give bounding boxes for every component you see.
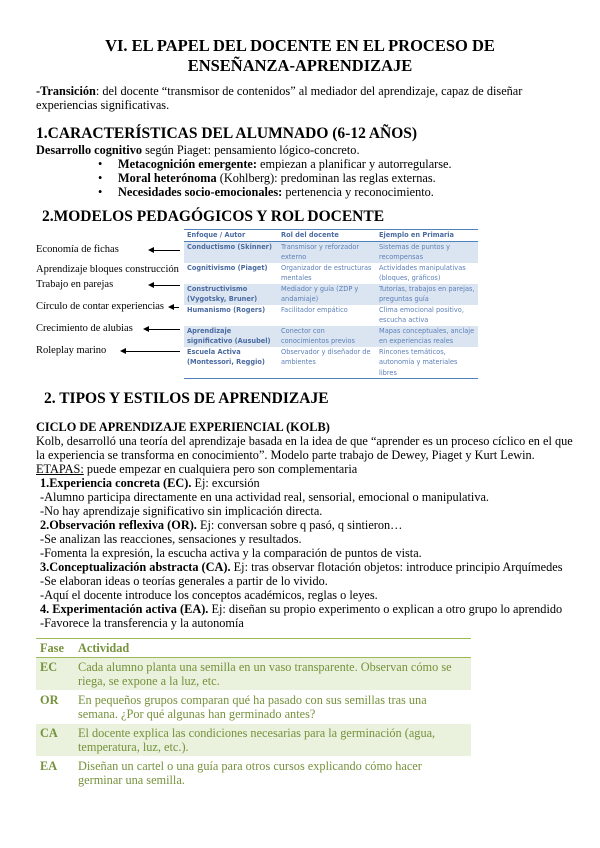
title-line-2: ENSEÑANZA-APRENDIZAJE bbox=[187, 56, 413, 75]
arrow-icon bbox=[122, 351, 180, 352]
arrow-icon bbox=[150, 250, 180, 251]
label-alubias: Crecimiento de alubias bbox=[36, 323, 133, 334]
text: Mapas conceptuales, anclaje en experiencias reales bbox=[376, 326, 478, 347]
list-item bbox=[36, 157, 576, 171]
text: Ej: diseñan su propio experimento o explican a otro grupo lo aprendido bbox=[208, 602, 563, 616]
text: 1.Experiencia concreta (EC). bbox=[40, 476, 192, 490]
page-title bbox=[0, 36, 600, 76]
text: (Kohlberg): predominan las reglas externas. bbox=[216, 171, 436, 185]
stage-ec bbox=[36, 476, 584, 518]
table-row bbox=[184, 305, 478, 326]
table-row bbox=[184, 347, 478, 379]
intro-text: : del docente “transmisor de contenidos” al mediador del aprendizaje, capaz de diseñar experiencias significativas. bbox=[36, 84, 523, 112]
table-row bbox=[36, 691, 471, 724]
intro-bold: -Transición bbox=[36, 84, 96, 98]
table-row bbox=[184, 241, 478, 263]
text: Ej: excursión bbox=[191, 476, 260, 490]
text: Cognitivismo (Piaget) bbox=[187, 263, 268, 272]
text: Organizador de estructuras mentales bbox=[281, 263, 372, 282]
text: pertenencia y reconocimiento. bbox=[282, 185, 434, 199]
intro-paragraph bbox=[36, 84, 546, 112]
text: -Se elaboran ideas o teorías generales a partir de lo vivido. bbox=[40, 574, 328, 588]
table-row bbox=[36, 724, 471, 757]
text: OR bbox=[36, 691, 74, 724]
arrow-icon bbox=[170, 307, 179, 308]
lead-text: según Piaget: pensamiento lógico-concreto. bbox=[142, 143, 360, 157]
text: puede empezar en cualquiera pero son complementaria bbox=[83, 462, 358, 476]
text: Escuela Activa (Montessori, Reggio) bbox=[187, 347, 265, 366]
section-1 bbox=[36, 124, 576, 199]
label-circulo: Círculo de contar experiencias bbox=[36, 301, 164, 312]
text: Diseñan un cartel o una guía para otros cursos explicando cómo hacer germinar una semilla. bbox=[74, 757, 471, 790]
text: -Alumno participa directamente en una actividad real, sensorial, emocional o manipulativa. bbox=[40, 490, 490, 504]
text: Conector con conocimientos previos bbox=[278, 326, 376, 347]
text: Moral heterónoma bbox=[118, 171, 217, 185]
text: Tutorías, trabajos en parejas, preguntas guía bbox=[376, 284, 478, 305]
lead-bold: Desarrollo cognitivo bbox=[36, 143, 142, 157]
section-2-heading: 2.MODELOS PEDAGÓGICOS Y ROL DOCENTE bbox=[42, 208, 385, 225]
table-cell bbox=[184, 230, 478, 242]
text: Ejemplo en Primaria bbox=[376, 230, 478, 242]
text: Ej: conversan sobre q pasó, q sintieron… bbox=[196, 518, 403, 532]
text: Fase bbox=[36, 639, 74, 658]
kolb-activity-table bbox=[36, 638, 471, 790]
label-parejas: Trabajo en parejas bbox=[36, 279, 114, 290]
title-line-1: VI. EL PAPEL DEL DOCENTE EN EL PROCESO DE bbox=[105, 36, 495, 55]
arrow-icon bbox=[150, 285, 180, 286]
text: El docente explica las condiciones necesarias para la germinación (agua, temperatura, luz, etc.). bbox=[74, 724, 471, 757]
table-row bbox=[36, 757, 471, 790]
text: Metacognición emergente: bbox=[118, 157, 257, 171]
text: -Aquí el docente introduce los conceptos académicos, reglas o leyes. bbox=[40, 588, 378, 602]
text: Actividad bbox=[74, 639, 471, 658]
text: empiezan a planificar y autorregularse. bbox=[256, 157, 452, 171]
kolb-paragraph: Kolb, desarrolló una teoría del aprendizaje basada en la idea de que “aprender es un proceso cíclico en el que la experiencia se transforma en conocimiento”. Modelo parte trabajo de Dewey, Piaget y Kurt Lewin. bbox=[36, 434, 573, 462]
section-1-heading: 1.CARACTERÍSTICAS DEL ALUMNADO (6-12 AÑOS) bbox=[36, 125, 418, 142]
text: Rincones temáticos, autonomía y materiales libres bbox=[379, 347, 458, 377]
text: Necesidades socio-emocionales: bbox=[118, 185, 283, 199]
text: Rol del docente bbox=[278, 230, 376, 242]
label-roleplay: Roleplay marino bbox=[36, 345, 107, 356]
text: Clima emocional positivo, escucha activa bbox=[379, 305, 464, 324]
bullet-list bbox=[36, 157, 576, 199]
text: 3.Conceptualización abstracta (CA). bbox=[40, 560, 231, 574]
text: CA bbox=[36, 724, 74, 757]
label-economia: Economía de fichas bbox=[36, 244, 119, 255]
stage-or bbox=[36, 518, 584, 560]
stage-ea bbox=[36, 602, 584, 630]
text: En pequeños grupos comparan qué ha pasado con sus semillas tras una semana. ¿Por qué algunas han germinado antes? bbox=[74, 691, 471, 724]
text: Humanismo (Rogers) bbox=[187, 305, 266, 314]
text: Constructivismo (Vygotsky, Bruner) bbox=[184, 284, 278, 305]
text: EA bbox=[36, 757, 74, 790]
text: Transmisor y reforzador externo bbox=[278, 241, 376, 263]
text: 4. Experimentación activa (EA). bbox=[40, 602, 209, 616]
text: Mediador y guía (ZDP y andamiaje) bbox=[278, 284, 376, 305]
text: -Favorece la transferencia y la autonomía bbox=[40, 616, 244, 630]
text: Actividades manipulativas (bloques, gráficos) bbox=[379, 263, 466, 282]
text: Observador y diseñador de ambientes bbox=[281, 347, 371, 366]
text: -Fomenta la expresión, la escucha activa y la comparación de puntos de vista. bbox=[40, 546, 422, 560]
text: Facilitador empático bbox=[281, 305, 348, 314]
label-bloques: Aprendizaje bloques construcción bbox=[36, 264, 179, 275]
text: Enfoque / Autor bbox=[184, 230, 278, 242]
table-row bbox=[36, 658, 471, 691]
stage-ca bbox=[36, 560, 584, 602]
section-3-body bbox=[36, 420, 584, 630]
text: EC bbox=[36, 658, 74, 691]
text: Sistemas de puntos y recompensas bbox=[376, 241, 478, 263]
table-row bbox=[184, 326, 478, 347]
table-row bbox=[184, 263, 478, 284]
list-item bbox=[36, 185, 576, 199]
table-cell bbox=[36, 639, 471, 658]
text: 2.Observación reflexiva (OR). bbox=[40, 518, 197, 532]
text: -Se analizan las reacciones, sensaciones y resultados. bbox=[40, 532, 302, 546]
arrow-icon bbox=[145, 329, 180, 330]
models-table bbox=[184, 229, 478, 379]
kolb-subheading: CICLO DE APRENDIZAJE EXPERIENCIAL (KOLB) bbox=[36, 420, 330, 434]
table-row bbox=[184, 284, 478, 305]
text: -No hay aprendizaje significativo sin implicación directa. bbox=[40, 504, 323, 518]
text: Conductismo (Skinner) bbox=[184, 241, 278, 263]
text: Aprendizaje significativo (Ausubel) bbox=[184, 326, 278, 347]
list-item bbox=[36, 171, 576, 185]
section-3-heading: 2. TIPOS Y ESTILOS DE APRENDIZAJE bbox=[44, 390, 329, 407]
section-3 bbox=[36, 389, 584, 790]
etapas-label: ETAPAS: bbox=[36, 462, 84, 476]
text: Cada alumno planta una semilla en un vaso transparente. Observan cómo se riega, se expone a la luz, etc. bbox=[74, 658, 471, 691]
text: Ej: tras observar flotación objetos: introduce principio Arquímedes bbox=[230, 560, 563, 574]
